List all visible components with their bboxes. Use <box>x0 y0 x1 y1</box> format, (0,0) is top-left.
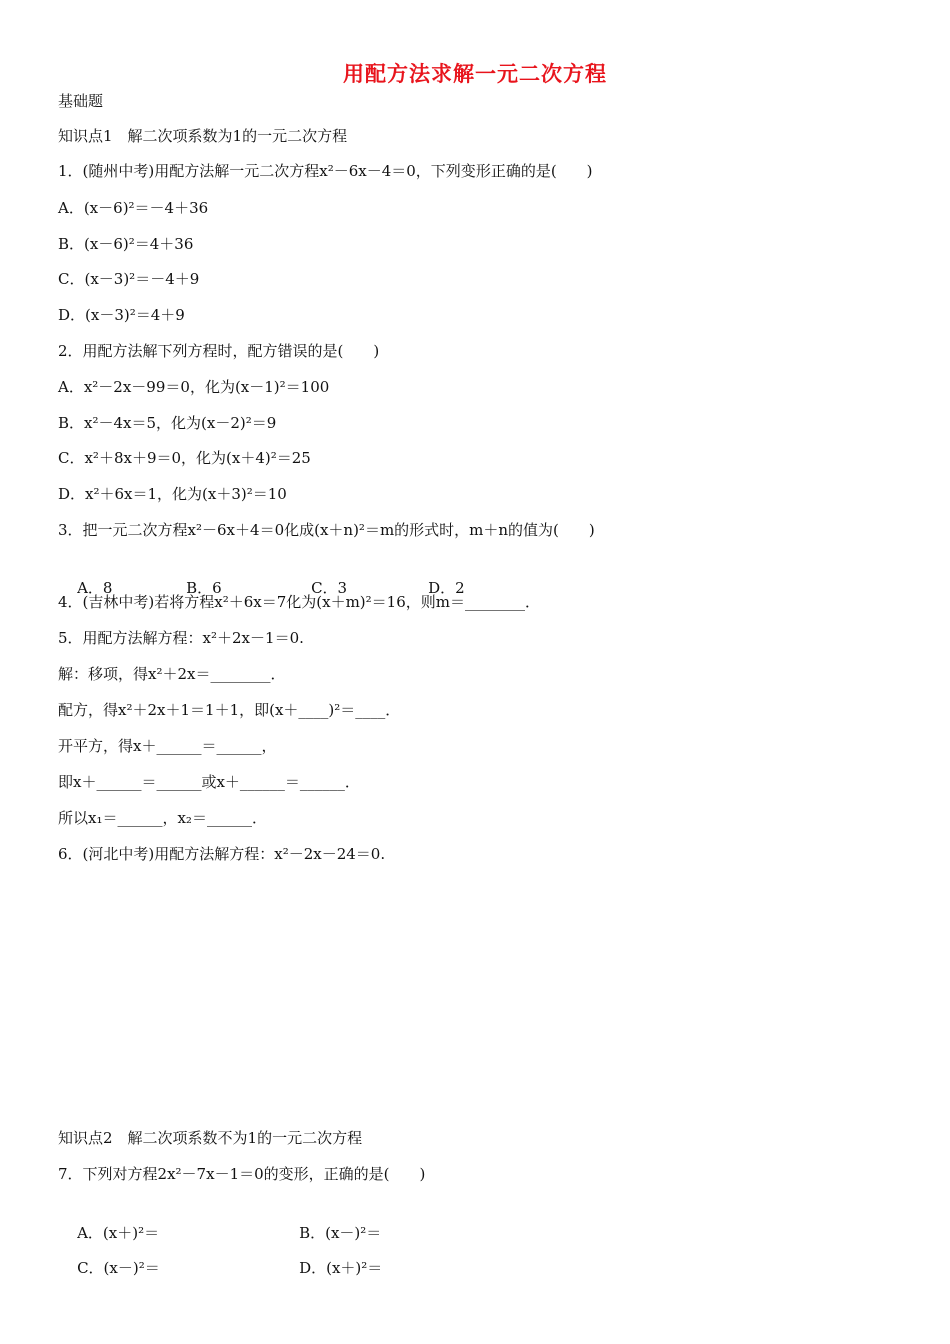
question-2-option-a: A．x²－2x－99＝0，化为(x－1)²＝100 <box>58 378 330 396</box>
question-7-option-b: B．(x－)²＝ <box>299 1224 382 1242</box>
question-3-stem: 3．把一元二次方程x²－6x＋4＝0化成(x＋n)²＝m的形式时，m＋n的值为( ) <box>58 521 595 539</box>
question-7-options-row-2 <box>58 1235 382 1301</box>
question-5-step-5: 所以x₁＝______，x₂＝______． <box>58 809 267 827</box>
question-1-option-d: D．(x－3)²＝4＋9 <box>58 306 185 324</box>
knowledge-point-1: 知识点1 解二次项系数为1的一元二次方程 <box>58 127 348 145</box>
question-1-option-a: A．(x－6)²＝－4＋36 <box>58 199 209 217</box>
question-2-option-c: C．x²＋8x＋9＝0，化为(x＋4)²＝25 <box>58 449 311 467</box>
question-1-option-c: C．(x－3)²＝－4＋9 <box>58 270 200 288</box>
question-7-option-c: C．(x－)²＝ <box>77 1259 160 1277</box>
question-3-option-a: A．8 <box>77 579 113 597</box>
question-3-option-c: C．3 <box>311 579 348 597</box>
page-title: 用配方法求解一元二次方程 <box>343 62 607 86</box>
question-7-stem: 7．下列对方程2x²－7x－1＝0的变形，正确的是( ) <box>58 1165 426 1183</box>
question-7-option-a: A．(x＋)²＝ <box>77 1224 160 1242</box>
question-7-option-d: D．(x＋)²＝ <box>299 1259 383 1277</box>
question-5-step-4: 即x＋______＝______或x＋______＝______． <box>58 773 360 791</box>
question-3-option-d: D．2 <box>428 579 465 597</box>
question-5-step-1: 解：移项，得x²＋2x＝________． <box>58 665 286 683</box>
question-5-stem: 5．用配方法解方程：x²＋2x－1＝0. <box>58 629 304 647</box>
question-2-option-d: D．x²＋6x＝1，化为(x＋3)²＝10 <box>58 485 287 503</box>
knowledge-point-2: 知识点2 解二次项系数不为1的一元二次方程 <box>58 1129 363 1147</box>
question-5-step-2: 配方，得x²＋2x＋1＝1＋1，即(x＋____)²＝____． <box>58 701 401 719</box>
question-6-stem: 6．(河北中考)用配方法解方程：x²－2x－24＝0. <box>58 845 386 863</box>
question-3-option-b: B．6 <box>186 579 222 597</box>
section-heading: 基础题 <box>58 92 104 110</box>
question-4-stem: 4．(吉林中考)若将方程x²＋6x＝7化为(x＋m)²＝16，则m＝________． <box>58 593 540 611</box>
question-5-step-3: 开平方，得x＋______＝______， <box>58 737 277 755</box>
question-2-option-b: B．x²－4x＝5，化为(x－2)²＝9 <box>58 414 277 432</box>
question-1-stem: 1．(随州中考)用配方法解一元二次方程x²－6x－4＝0，下列变形正确的是( ) <box>58 162 593 180</box>
question-1-option-b: B．(x－6)²＝4＋36 <box>58 235 194 253</box>
question-2-stem: 2．用配方法解下列方程时，配方错误的是( ) <box>58 342 380 360</box>
